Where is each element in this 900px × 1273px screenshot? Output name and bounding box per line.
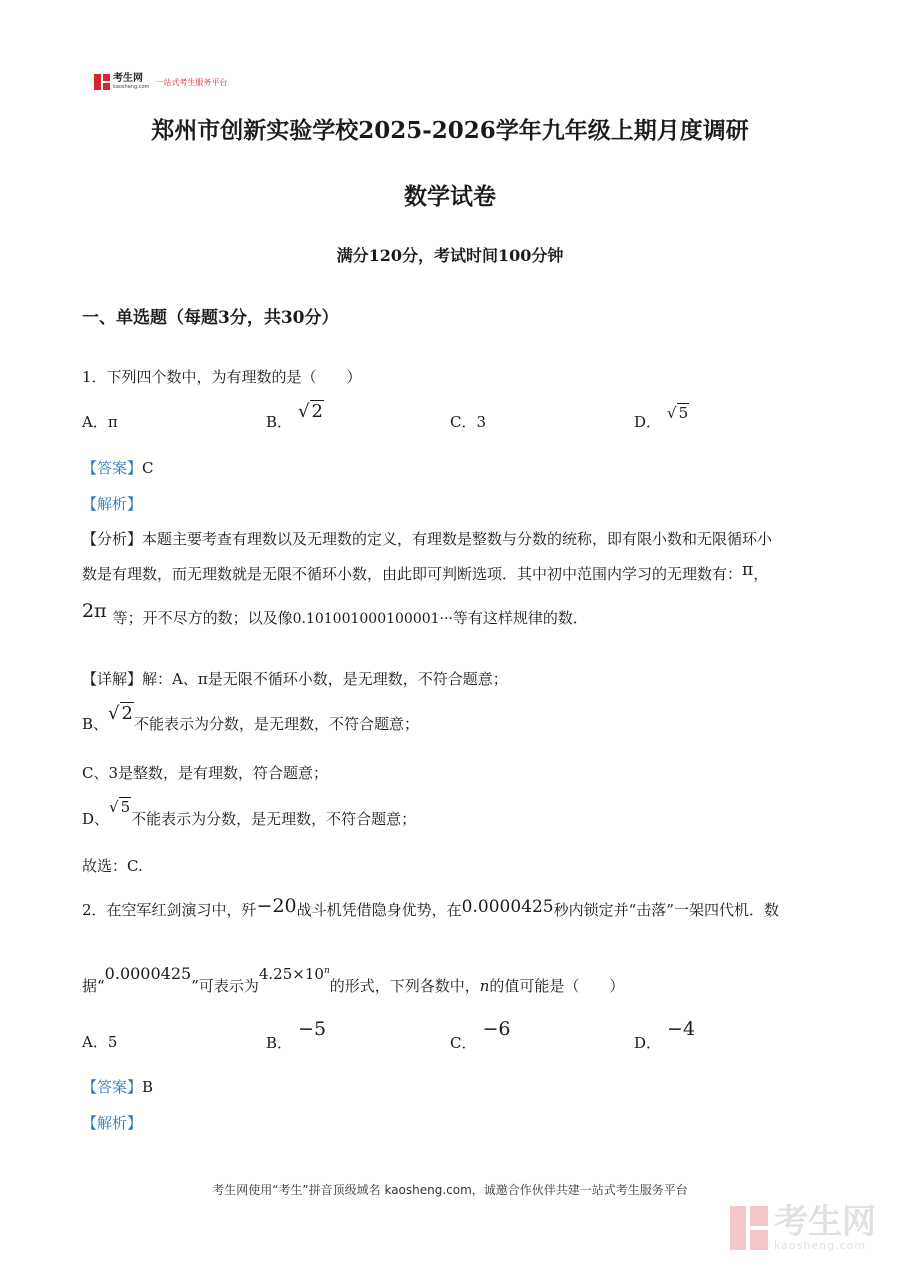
q2-option-b bbox=[266, 1018, 327, 1052]
n-variable: n bbox=[479, 977, 490, 995]
logo-name: 考生网 bbox=[113, 73, 143, 84]
detail-tag: 【详解】 bbox=[82, 670, 143, 688]
watermark bbox=[730, 1204, 876, 1252]
answer-tag: 【答案】 bbox=[82, 459, 143, 477]
q1-detail-d bbox=[82, 796, 417, 828]
option-value: −4 bbox=[667, 1018, 696, 1040]
option-label: D． bbox=[634, 413, 662, 431]
sqrt-symbol: √ 5 bbox=[667, 404, 689, 422]
exam-title: 郑州市创新实验学校2025-2026学年九年级上期月度调研 bbox=[151, 117, 749, 144]
jet-number: −20 bbox=[256, 895, 297, 917]
q2-option-c bbox=[450, 1018, 511, 1052]
fenxi-tag: 【分析】 bbox=[82, 530, 143, 548]
fenxi-text: 本题主要考查有理数以及无理数的定义，有理数是整数与分数的统称，即有限小数和无限循环小 bbox=[142, 530, 773, 548]
detail-text: D、 bbox=[82, 810, 110, 828]
q1-fenxi-line1 bbox=[82, 528, 772, 549]
watermark-text bbox=[774, 1204, 876, 1252]
option-label: D． bbox=[634, 1034, 662, 1052]
fenxi-text: 等；开不尽方的数；以及像 bbox=[112, 609, 293, 627]
watermark-name: 考生网 bbox=[774, 1202, 876, 1242]
answer-value: B bbox=[142, 1078, 154, 1096]
option-value: 2 bbox=[311, 401, 323, 422]
option-label: C． bbox=[450, 1034, 477, 1052]
q1-option-c bbox=[450, 411, 486, 432]
q2-text: 据“ bbox=[82, 977, 105, 995]
option-label: A． bbox=[82, 413, 108, 431]
q2-text: 秒内锁定并“击落”一架四代机．数 bbox=[553, 901, 779, 919]
pi-symbol: π bbox=[742, 560, 754, 580]
q2-text: 的值可能是（ ） bbox=[489, 977, 625, 995]
q1-detail-c: C、3是整数，是有理数，符合题意； bbox=[82, 764, 329, 782]
q2-text: 2．在空军红剑演习中，歼 bbox=[82, 901, 257, 919]
logo-slogan: 一站式考生服务平台 bbox=[155, 77, 228, 87]
option-value: −5 bbox=[298, 1018, 327, 1040]
kaosheng-logo-icon bbox=[94, 74, 110, 90]
q2-answer bbox=[82, 1076, 153, 1097]
choose-text: 故选： bbox=[82, 857, 128, 875]
small-number: 0.0000425 bbox=[104, 964, 192, 983]
option-value: 5 bbox=[678, 404, 689, 422]
exam-subtitle: 数学试卷 bbox=[404, 183, 496, 210]
q1-fenxi-line3 bbox=[82, 600, 588, 628]
option-value: 5 bbox=[107, 1033, 118, 1051]
option-value: π bbox=[107, 413, 118, 431]
section-title: 一、单选题（每题3分，共30分） bbox=[82, 308, 339, 328]
comma: ， bbox=[753, 565, 769, 583]
option-value: −6 bbox=[482, 1018, 511, 1040]
header-logo[interactable] bbox=[94, 72, 227, 92]
q1-analysis-tag: 【解析】 bbox=[82, 495, 143, 513]
sqrt-value: 5 bbox=[120, 798, 131, 816]
fenxi-text: 数是有理数，而无理数就是无限不循环小数，由此即可判断选项．其中初中范围内学习的无理数有： bbox=[82, 565, 743, 583]
detail-text: 是无限不循环小数，是无理数，不符合题意； bbox=[207, 670, 508, 688]
q1-detail-a bbox=[82, 668, 508, 689]
q1-stem: 1．下列四个数中，为有理数的是（ ） bbox=[82, 368, 362, 386]
kaosheng-watermark-icon bbox=[730, 1206, 768, 1250]
option-value: 3 bbox=[476, 413, 487, 431]
q2-text: 的形式，下列各数中， bbox=[329, 977, 480, 995]
answer-tag: 【答案】 bbox=[82, 1078, 143, 1096]
sci-base: 4.25×10 bbox=[258, 965, 324, 983]
q2-stem-line2 bbox=[82, 963, 625, 995]
q1-choose bbox=[82, 855, 143, 876]
q2-option-a bbox=[82, 1031, 117, 1052]
q1-option-b bbox=[266, 401, 324, 431]
q1-option-a bbox=[82, 411, 118, 432]
choose-value: C. bbox=[127, 857, 143, 875]
logo-text bbox=[113, 74, 149, 90]
q2-stem-line1 bbox=[82, 895, 779, 920]
detail-text: 解：A、 bbox=[142, 670, 198, 688]
sqrt-symbol: √ 2 bbox=[108, 703, 133, 724]
answer-value: C bbox=[142, 459, 154, 477]
sci-exponent: n bbox=[323, 966, 330, 976]
watermark-domain: kaosheng.com bbox=[774, 1239, 867, 1252]
page-footer: 考生网使用“考生”拼音顶级域名 kaosheng.com，诚邀合作伙伴共建一站式考生服务平台 bbox=[212, 1183, 688, 1197]
option-label: B． bbox=[266, 1034, 293, 1052]
sqrt-value: 2 bbox=[121, 703, 133, 724]
detail-text: 不能表示为分数，是无理数，不符合题意； bbox=[131, 810, 417, 828]
pi-symbol: π bbox=[197, 670, 208, 688]
q1-option-d bbox=[634, 402, 689, 431]
detail-text: B、 bbox=[82, 715, 109, 733]
q2-analysis-tag: 【解析】 bbox=[82, 1114, 143, 1132]
exam-info: 满分120分，考试时间100分钟 bbox=[336, 246, 564, 265]
option-label: C． bbox=[450, 413, 477, 431]
q1-answer bbox=[82, 457, 154, 478]
logo-domain: kaosheng.com bbox=[113, 84, 150, 90]
fenxi-text: 等有这样规律的数． bbox=[452, 609, 588, 627]
detail-text: 不能表示为分数，是无理数，不符合题意； bbox=[133, 715, 419, 733]
option-label: B． bbox=[266, 413, 293, 431]
two-pi: 2π bbox=[82, 600, 107, 622]
sci-notation bbox=[259, 965, 330, 983]
sqrt-symbol: √ 5 bbox=[109, 798, 131, 816]
q1-fenxi-line2 bbox=[82, 560, 769, 584]
q2-text: ”可表示为 bbox=[191, 977, 259, 995]
sqrt-symbol: √ 2 bbox=[298, 401, 323, 422]
pattern-number: 0.101001000100001··· bbox=[292, 611, 453, 627]
q2-option-d bbox=[634, 1018, 696, 1052]
q1-detail-b bbox=[82, 703, 419, 733]
option-label: A． bbox=[82, 1033, 108, 1051]
small-number: 0.0000425 bbox=[461, 897, 554, 917]
q2-text: 战斗机凭借隐身优势，在 bbox=[296, 901, 462, 919]
